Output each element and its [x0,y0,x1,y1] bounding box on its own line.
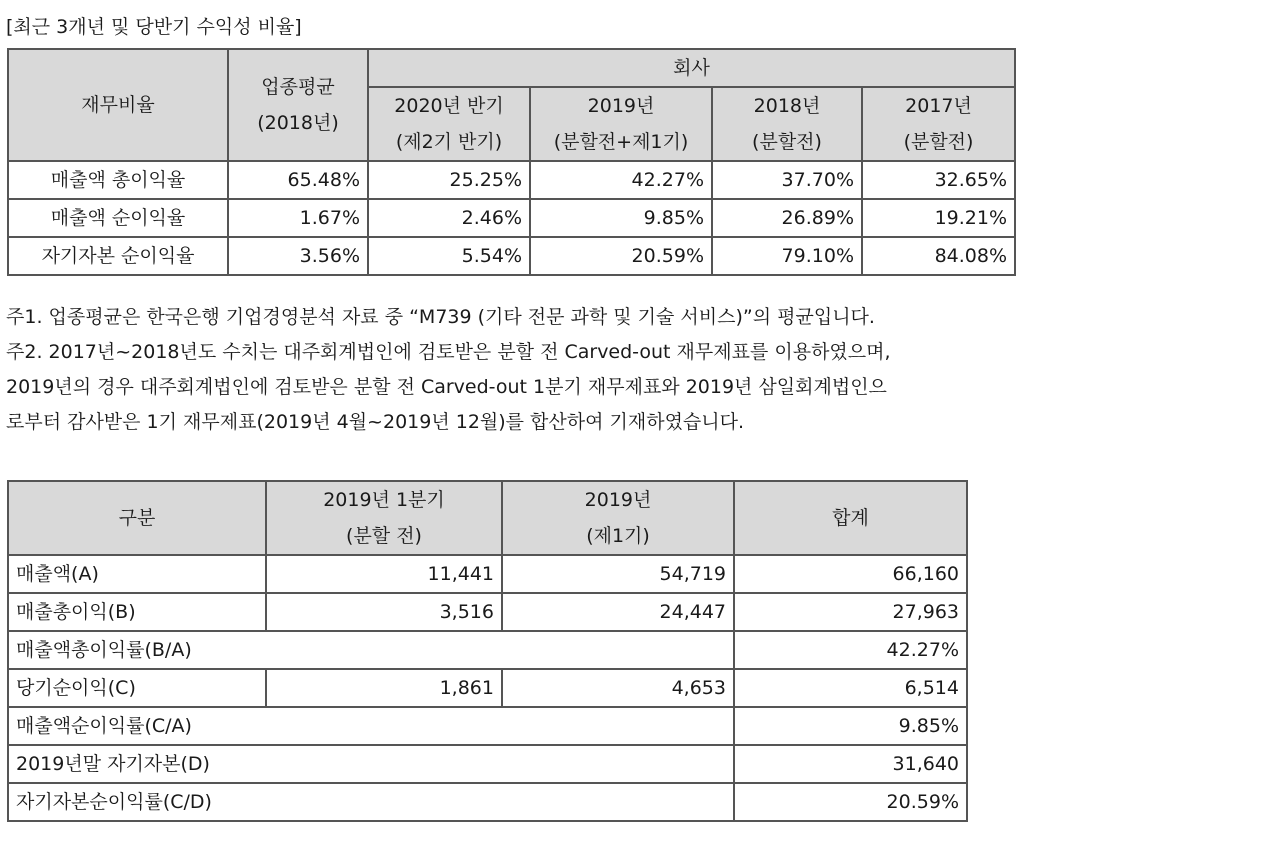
cell-2017: 19.21% [862,199,1015,237]
row-label: 2019년말 자기자본(D) [8,745,734,783]
profitability-ratio-table [7,48,1016,276]
row-label: 매출액(A) [8,555,266,593]
header-2018: 2018년 (분할전) [712,87,862,161]
table-row [8,745,967,783]
table-row [8,593,967,631]
footnote-line: 주1. 업종평균은 한국은행 기업경영분석 자료 중 “M739 (기타 전문 과학 및 기술 서비스)”의 평균입니다. [6,306,875,328]
header-total: 합계 [734,481,967,555]
cell-2019-term1: 24,447 [502,593,734,631]
cell-2019: 42.27% [530,161,712,199]
cell-total: 9.85% [734,707,967,745]
cell-total: 6,514 [734,669,967,707]
table-row [8,669,967,707]
footnote-line: 2019년의 경우 대주회계법인에 검토받은 분할 전 Carved-out 1분기 재무제표와 2019년 삼일회계법인으 [6,376,887,398]
header-2017: 2017년 (분할전) [862,87,1015,161]
header-industry-average: 업종평균 (2018년) [228,49,368,161]
table-row [8,199,1015,237]
header-2019-q1: 2019년 1분기 (분할 전) [266,481,502,555]
cell-2019: 9.85% [530,199,712,237]
header-2019: 2019년 (분할전+제1기) [530,87,712,161]
header-category: 구분 [8,481,266,555]
row-label: 자기자본 순이익율 [8,237,228,275]
cell-2019: 20.59% [530,237,712,275]
header-row [8,49,1015,87]
table-caption: [최근 3개년 및 당반기 수익성 비율] [6,16,302,38]
cell-2018: 37.70% [712,161,862,199]
cell-2020-half: 25.25% [368,161,530,199]
cell-industry: 65.48% [228,161,368,199]
header-row [8,481,967,555]
cell-2020-half: 2.46% [368,199,530,237]
cell-2020-half: 5.54% [368,237,530,275]
header-company: 회사 [368,49,1015,87]
cell-2017: 32.65% [862,161,1015,199]
header-ratio: 재무비율 [8,49,228,161]
cell-2019-q1: 3,516 [266,593,502,631]
header-2020-half: 2020년 반기 (제2기 반기) [368,87,530,161]
footnotes [6,300,891,440]
table-row [8,707,967,745]
footnote-line: 로부터 감사받은 1기 재무제표(2019년 4월~2019년 12월)를 합산하여 기재하였습니다. [6,411,745,433]
cell-total: 31,640 [734,745,967,783]
cell-2017: 84.08% [862,237,1015,275]
cell-industry: 1.67% [228,199,368,237]
row-label: 매출총이익(B) [8,593,266,631]
cell-2018: 79.10% [712,237,862,275]
row-label: 매출액 순이익율 [8,199,228,237]
table-row [8,783,967,821]
table-row [8,161,1015,199]
table-row [8,631,967,669]
row-label: 자기자본순이익률(C/D) [8,783,734,821]
cell-2019-term1: 54,719 [502,555,734,593]
cell-2018: 26.89% [712,199,862,237]
cell-2019-q1: 11,441 [266,555,502,593]
footnote-line: 주2. 2017년~2018년도 수치는 대주회계법인에 검토받은 분할 전 Carved-out 재무제표를 이용하였으며, [6,341,891,363]
cell-2019-term1: 4,653 [502,669,734,707]
profitability-calculation-table [7,480,968,822]
cell-total: 42.27% [734,631,967,669]
table-row [8,555,967,593]
row-label: 매출액순이익률(C/A) [8,707,734,745]
cell-total: 20.59% [734,783,967,821]
row-label: 당기순이익(C) [8,669,266,707]
cell-total: 27,963 [734,593,967,631]
cell-2019-q1: 1,861 [266,669,502,707]
header-2019-term1: 2019년 (제1기) [502,481,734,555]
table-row [8,237,1015,275]
row-label: 매출액총이익률(B/A) [8,631,734,669]
cell-industry: 3.56% [228,237,368,275]
cell-total: 66,160 [734,555,967,593]
row-label: 매출액 총이익율 [8,161,228,199]
